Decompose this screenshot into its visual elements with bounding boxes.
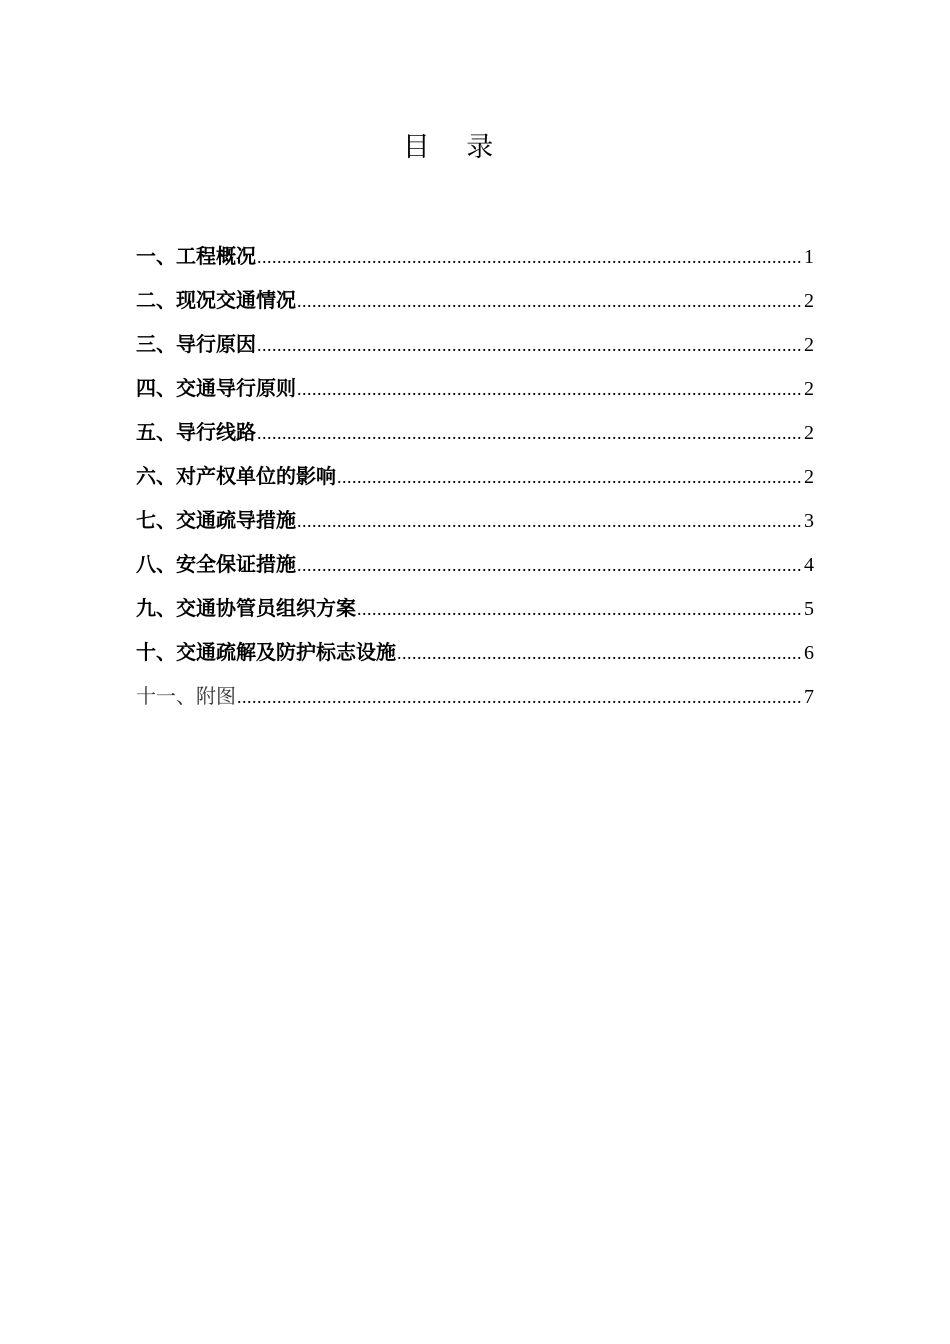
toc-page-number: 2 (804, 378, 814, 400)
toc-entry-label: 四、交通导行原则 (136, 376, 296, 400)
toc-page-number: 7 (804, 686, 814, 708)
toc-dot-leader (257, 237, 803, 277)
toc-dot-leader (297, 545, 803, 585)
toc-dot-leader (257, 325, 803, 365)
toc-page-number: 5 (804, 598, 814, 620)
toc-page-number: 2 (804, 466, 814, 488)
toc-page-number: 2 (804, 422, 814, 444)
toc-entry-label: 一、工程概况 (136, 244, 256, 268)
table-of-contents (136, 236, 814, 720)
toc-entry[interactable] (136, 544, 814, 588)
toc-entry-label: 三、导行原因 (136, 332, 256, 356)
toc-entry-label: 十、交通疏解及防护标志设施 (136, 640, 396, 664)
toc-page-number: 4 (804, 554, 814, 576)
toc-dot-leader (337, 457, 803, 497)
toc-title: 目 录 (402, 132, 508, 163)
toc-page-number: 2 (804, 290, 814, 312)
toc-entry[interactable] (136, 632, 814, 676)
toc-page-number: 3 (804, 510, 814, 532)
toc-page-number: 2 (804, 334, 814, 356)
toc-entry-label: 五、导行线路 (136, 420, 256, 444)
toc-entry-label: 六、对产权单位的影响 (136, 464, 336, 488)
toc-dot-leader (237, 677, 803, 717)
toc-entry[interactable] (136, 280, 814, 324)
toc-dot-leader (257, 413, 803, 453)
toc-entry-label: 八、安全保证措施 (136, 552, 296, 576)
toc-entry-label: 九、交通协管员组织方案 (136, 596, 356, 620)
toc-page-number: 1 (804, 246, 814, 268)
toc-dot-leader (357, 589, 803, 629)
toc-dot-leader (297, 501, 803, 541)
toc-entry[interactable] (136, 324, 814, 368)
toc-entry[interactable] (136, 500, 814, 544)
toc-entry-label: 七、交通疏导措施 (136, 508, 296, 532)
toc-entry[interactable] (136, 412, 814, 456)
toc-entry[interactable] (136, 588, 814, 632)
toc-entry[interactable] (136, 368, 814, 412)
toc-dot-leader (297, 369, 803, 409)
toc-page-number: 6 (804, 642, 814, 664)
toc-entry-label: 二、现况交通情况 (136, 288, 296, 312)
toc-entry[interactable] (136, 676, 814, 720)
toc-entry-label: 十一、附图 (136, 684, 236, 708)
toc-entry[interactable] (136, 236, 814, 280)
toc-dot-leader (397, 633, 803, 673)
toc-entry[interactable] (136, 456, 814, 500)
toc-dot-leader (297, 281, 803, 321)
